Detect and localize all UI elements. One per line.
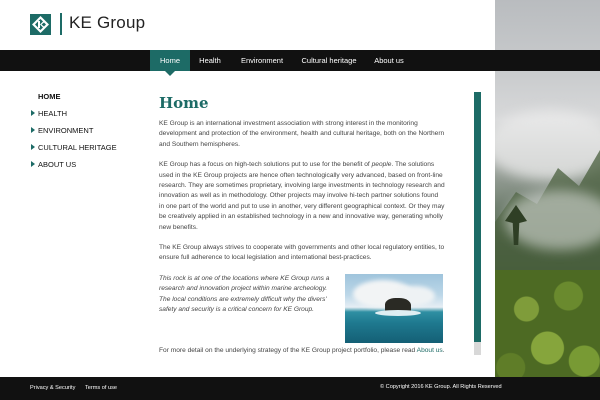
caret-right-icon [31,110,35,116]
nav-item-cultural-heritage[interactable]: Cultural heritage [301,56,357,65]
brand-name[interactable]: KE Group [69,13,146,32]
privacy-security-link[interactable]: Privacy & Security [30,385,76,391]
nav-item-about-us[interactable]: About us [374,56,404,65]
cooperation-paragraph: The KE Group always strives to cooperate with governments and other local regulatory entities, to ensure full adherence to local legislation and international best-practices. [159,244,445,262]
emphasis-text: people [371,161,392,169]
active-nav-indicator [165,71,175,76]
sidebar-item-about-us[interactable] [30,160,140,177]
nav-item-home[interactable]: Home [150,50,190,71]
caret-right-icon [31,161,35,167]
wave-foam-shape [375,310,421,316]
sidebar-item-home[interactable] [30,92,140,109]
sidebar-menu [30,92,140,177]
mist-shape [495,110,600,180]
about-us-link[interactable]: About us [416,346,443,354]
paragraph-text: . [442,346,445,354]
intro-paragraph: KE Group is an international investment association with strong interest in the monitoring development and protection of the environment, health and cultural heritage, both on the Northern and Southern hemispheres. [159,120,445,148]
nav-item-health[interactable]: Health [199,56,221,65]
nav-item-environment[interactable]: Environment [240,56,284,65]
copyright-text: © Copyright 2016 KE Group. All Rights Reserved [380,384,502,390]
main-content [159,94,445,356]
paragraph-text: For more detail on the underlying strategy of the KE Group project portfolio, please read [159,346,417,354]
sidebar-item-label: HEALTH [38,109,68,118]
sidebar-item-health[interactable] [30,109,140,126]
paragraph-text: KE Group has a focus on high-tech solutions put to use for the benefit of [159,161,372,169]
logo-divider [60,13,62,35]
more-detail-paragraph [159,346,445,356]
caret-right-icon [31,144,35,150]
site-footer [0,377,600,400]
site-header [0,0,495,50]
paragraph-text: . The solutions used in the KE Group projects are hence often technologically very advanced, based on front-line research. They are sometimes proprietary, involving large investments in technology research and innovation as well as in methodology. Other projects may involve hi-tech partner solutions found in one part of the world and put to use in another, very different geographical context. Or they may be creatively applied in an established technology in a new and innovative way, generating wholly new benefits. [159,161,445,231]
scrollbar-thumb[interactable] [474,92,481,342]
main-navigation [0,50,600,71]
diamond-k-logo-icon[interactable] [30,14,51,35]
sidebar-item-label: CULTURAL HERITAGE [38,143,117,152]
caret-right-icon [31,127,35,133]
sidebar-item-label: ABOUT US [38,160,77,169]
feature-block [159,274,445,346]
photo-caption: This rock is at one of the locations where KE Group runs a research and innovation project within marine archeology. The local conditions are extremely difficult why the divers' safety and security is a critical concern for KE Group. [159,274,330,314]
page-title: Home [159,94,209,112]
sea-rock-photo [345,274,443,343]
technology-paragraph [159,160,445,233]
sidebar-item-label: HOME [38,92,61,101]
terms-of-use-link[interactable]: Terms of use [85,385,118,391]
sidebar-item-cultural-heritage[interactable] [30,143,140,160]
sidebar-item-environment[interactable] [30,126,140,143]
sidebar-item-label: ENVIRONMENT [38,126,94,135]
